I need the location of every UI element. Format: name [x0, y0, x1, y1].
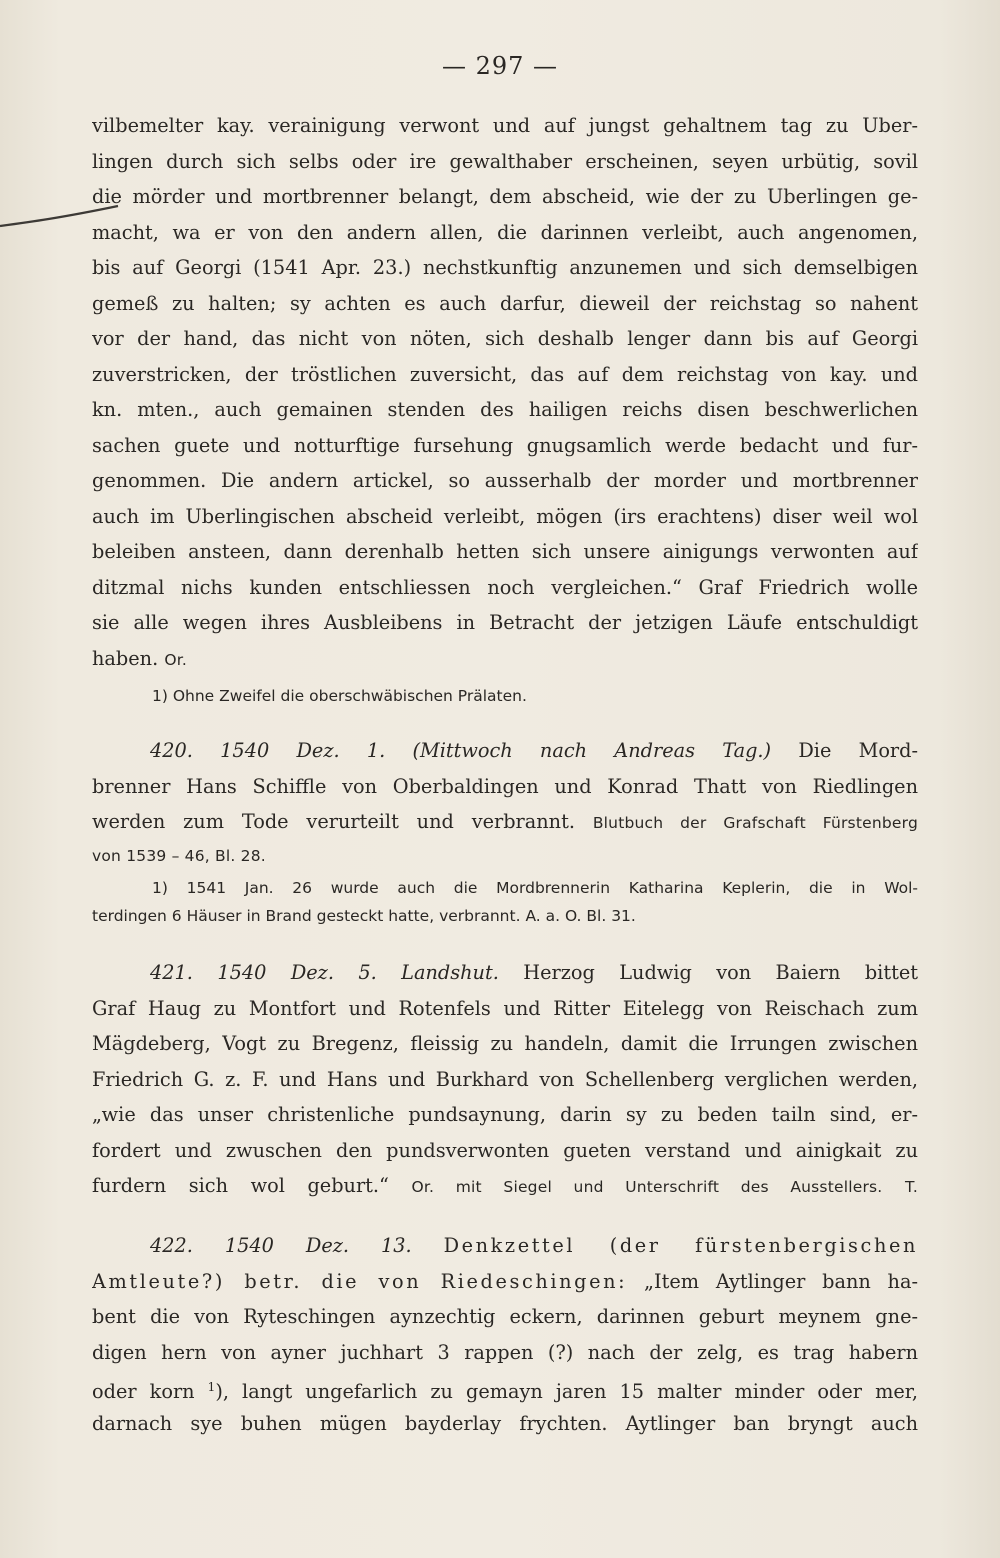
text-fragment: Herzog Ludwig von Baiern bittet: [523, 961, 918, 984]
entry-header-line: [92, 1228, 918, 1264]
text-fragment: haben.: [92, 646, 159, 670]
text-line: sie alle wegen ihres Ausbleibens in Betracht der jetzigen Läufe entschuldigt: [92, 611, 918, 634]
text-line: genommen. Die andern artickel, so ausserhalb der morder und mortbrenner: [92, 469, 918, 492]
text-line: kn. mten., auch gemainen stenden des hailigen reichs disen beschwerlichen: [92, 398, 918, 421]
text-fragment: „Item Aytlinger bann ha-: [644, 1269, 918, 1293]
entry-421: [92, 955, 918, 1204]
text-line: digen hern von ayner juchhart 3 rappen (?) nach der zelg, es trag habern: [92, 1340, 918, 1364]
text-fragment: Amtleute?) betr. die von Riedeschingen:: [92, 1269, 628, 1293]
entry-420: [92, 733, 918, 870]
source-reference: von 1539 – 46, Bl. 28.: [92, 846, 266, 865]
entry-header: 421. 1540 Dez. 5. Landshut.: [150, 961, 499, 984]
text-line: Graf Haug zu Montfort und Rotenfels und Ritter Eitelegg von Reischach zum: [92, 996, 918, 1020]
text-line: Mägdeberg, Vogt zu Bregenz, fleissig zu handeln, damit die Irrungen zwischen: [92, 1032, 918, 1055]
entry-422: [92, 1228, 918, 1441]
footnote-line: 1) 1541 Jan. 26 wurde auch die Mordbrennerin Katharina Keplerin, die in Wol-: [152, 879, 918, 897]
text-line: [92, 840, 918, 870]
text-line: darnach sye buhen mügen bayderlay frychten. Aytlinger ban bryngt auch: [92, 1411, 918, 1435]
text-line: gemeß zu halten; sy achten es auch darfur, dieweil der reichstag so nahent: [92, 291, 918, 315]
text-fragment: Die Mord-: [798, 739, 918, 762]
text-line: lingen durch sich selbs oder ire gewalthaber erscheinen, seyen urbütig, sovil: [92, 149, 918, 173]
text-line: macht, wa er von den andern allen, die darinnen verleibt, auch angenomen,: [92, 220, 918, 244]
footnote: [92, 874, 918, 930]
entry-header-line: [92, 733, 918, 769]
text-line: fordert und zwuschen den pundsverwonten gueten verstand und ainigkait zu: [92, 1138, 918, 1162]
source-reference: Or. mit Siegel und Unterschrift des Ausstellers.: [411, 1178, 883, 1196]
source-mark: T.: [905, 1178, 918, 1196]
text-line: [92, 641, 918, 677]
text-line: auch im Uberlingischen abscheid verleibt, mögen (irs erachtens) diser weil wol: [92, 504, 918, 528]
text-line: vor der hand, das nicht von nöten, sich deshalb lenger dann bis auf Georgi: [92, 327, 918, 350]
text-line: Friedrich G. z. F. und Hans und Burkhard von Schellenberg verglichen werden,: [92, 1067, 918, 1091]
footnote-line: terdingen 6 Häuser in Brand gesteckt hatte, verbrannt. A. a. O. Bl. 31.: [92, 907, 636, 925]
footnote: [92, 682, 918, 710]
text-fragment: werden zum Tode verurteilt und verbrannt.: [92, 810, 575, 833]
page-number: — 297 —: [441, 52, 559, 80]
text-line: bis auf Georgi (1541 Apr. 23.) nechstkunftig anzunemen und sich demselbigen: [92, 256, 918, 279]
text-line: bent die von Ryteschingen aynzechtig eckern, darinnen geburt meynem gne-: [92, 1305, 918, 1328]
text-fragment: furdern sich wol geburt.“: [92, 1174, 389, 1197]
text-line: ditzmal nichs kunden entschliessen noch vergleichen.“ Graf Friedrich wolle: [92, 575, 918, 599]
paragraph-continuation: [92, 108, 918, 676]
text-line: [92, 804, 918, 840]
text-fragment: Denkzettel (der fürstenbergischen: [443, 1234, 918, 1257]
text-line: sachen guete und notturftige fursehung gnugsamlich werde bedacht und fur-: [92, 433, 918, 457]
text-line: [92, 1264, 918, 1300]
entry-header: 420. 1540 Dez. 1. (Mittwoch nach Andreas Tag.): [150, 739, 772, 762]
text-line: die mörder und mortbrenner belangt, dem abscheid, wie der zu Uberlingen ge-: [92, 185, 918, 208]
text-fragment: oder korn: [92, 1380, 195, 1403]
footnote-marker: 1: [207, 1380, 216, 1394]
source-reference: Blutbuch der Grafschaft Fürstenberg: [592, 814, 918, 832]
text-line: „wie das unser christenliche pundsaynung, darin sy zu beden tailn sind, er-: [92, 1103, 918, 1126]
text-line: brenner Hans Schiffle von Oberbaldingen und Konrad Thatt von Riedlingen: [92, 774, 918, 798]
entry-header-line: [92, 955, 918, 991]
source-reference: Or.: [164, 650, 188, 669]
text-line: [92, 1370, 918, 1406]
footnote-line: 1) Ohne Zweifel die oberschwäbischen Prälaten.: [152, 687, 527, 705]
text-fragment: ), langt ungefarlich zu gemayn jaren 15 malter minder oder mer,: [215, 1380, 918, 1403]
text-line: vilbemelter kay. verainigung verwont und auf jungst gehaltnem tag zu Uber-: [92, 114, 918, 137]
text-line: [92, 1168, 918, 1204]
text-line: beleiben ansteen, dann derenhalb hetten sich unsere ainigungs verwonten auf: [92, 540, 918, 563]
entry-header: 422. 1540 Dez. 13.: [150, 1234, 412, 1257]
text-line: zuverstricken, der tröstlichen zuversicht, das auf dem reichstag von kay. und: [92, 362, 918, 386]
